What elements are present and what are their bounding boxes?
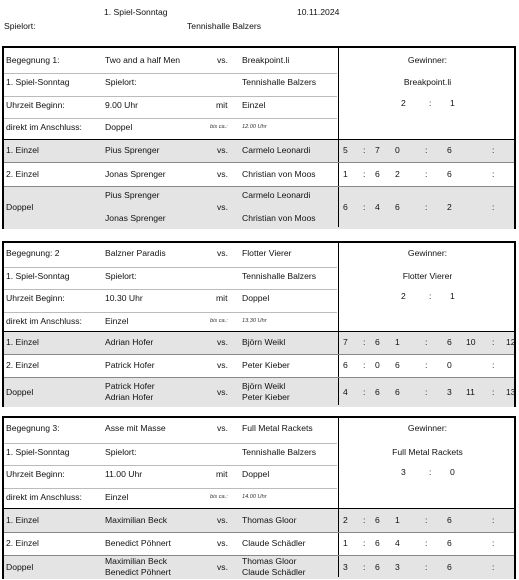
gewinner-colon: : (429, 467, 432, 477)
first-match-type: Einzel (242, 100, 266, 110)
vs-label: vs. (217, 202, 228, 212)
vs-label: vs. (217, 168, 228, 179)
set-score-away: 3 (447, 386, 452, 397)
uhrzeit-value: 10.30 Uhr (105, 293, 143, 303)
home-player: Patrick Hofer (105, 360, 155, 370)
set-colon: : (363, 145, 366, 155)
away-player: Claude Schädler (242, 566, 306, 577)
match-block (2, 416, 516, 579)
info-row-line (4, 465, 337, 466)
set-colon: : (425, 202, 428, 212)
set-score-home: 1 (343, 168, 348, 179)
set-colon: : (425, 538, 428, 548)
set-colon: : (492, 337, 495, 347)
info-row-line (4, 118, 337, 119)
home-team: Balzner Paradis (105, 248, 166, 258)
set-colon: : (425, 514, 428, 525)
set-colon: : (425, 360, 428, 370)
set-score-home: 7 (343, 337, 348, 347)
away-player: Thomas Gloor (242, 556, 297, 566)
header-spielort-label: Spielort: (4, 21, 36, 31)
gewinner-team: Flotter Vierer (402, 271, 453, 281)
header-title: 1. Spiel-Sonntag (104, 7, 168, 17)
gewinner-home-score: 2 (401, 98, 406, 108)
spielort-value: Tennishalle Balzers (242, 271, 317, 281)
set-colon: : (492, 145, 495, 155)
second-match-type: Einzel (105, 492, 129, 502)
set-colon: : (363, 538, 366, 548)
away-team: Full Metal Rackets (242, 423, 313, 433)
mit-label: mit (216, 469, 228, 479)
gewinner-home-score: 3 (401, 467, 406, 477)
first-match-type: Doppel (242, 293, 270, 303)
home-player: Benedict Pöhnert (105, 566, 171, 577)
set-score-away: 6 (375, 337, 380, 347)
away-player: Claude Schädler (242, 538, 306, 548)
gewinner-away-score: 1 (450, 291, 455, 301)
spielort-label: Spielort: (105, 77, 137, 87)
vs-label: vs. (217, 514, 228, 525)
away-team: Flotter Vierer (242, 248, 292, 258)
set-score-home: 1 (343, 538, 348, 548)
set-score-home: 3 (395, 561, 400, 572)
set-score-home: 6 (343, 360, 348, 370)
set-score-home: 6 (395, 360, 400, 370)
uhrzeit-value: 11.00 Uhr (105, 469, 143, 479)
gewinner-label: Gewinner: (407, 248, 448, 258)
begegnung-label: Begegnung 3: (6, 423, 60, 433)
set-score-home: 2 (395, 168, 400, 179)
vs-label: vs. (217, 538, 228, 548)
away-team: Breakpoint.li (242, 55, 290, 65)
home-team: Two and a half Men (105, 55, 181, 65)
gewinner-team: Breakpoint.li (403, 77, 452, 87)
set-colon: : (363, 360, 366, 370)
set-score-home: 6 (343, 202, 348, 212)
set-colon: : (363, 168, 366, 179)
gewinner-label: Gewinner: (407, 423, 448, 433)
set-colon: : (363, 514, 366, 525)
set-score-away: 6 (375, 514, 380, 525)
spielort-label: Spielort: (105, 447, 137, 457)
home-player: Pius Sprenger (105, 145, 160, 155)
home-player: Maximilian Beck (105, 514, 168, 525)
set-colon: : (492, 514, 495, 525)
set-colon: : (363, 386, 366, 397)
gewinner-colon: : (429, 98, 432, 108)
bis-value: 13.30 Uhr (242, 318, 267, 324)
gewinner-colon: : (429, 291, 432, 301)
begegnung-label: Begegnung: 2 (6, 248, 60, 258)
set-colon: : (425, 386, 428, 397)
set-score-away: 6 (447, 538, 452, 548)
set-score-home: 6 (395, 386, 400, 397)
match-label: Doppel (6, 202, 34, 212)
set-score-away: 6 (375, 168, 380, 179)
info-row-line (4, 73, 337, 74)
away-player: Björn Weikl (242, 381, 286, 391)
set-score-away: 2 (447, 202, 452, 212)
anschluss-label: direkt im Anschluss: (6, 492, 82, 502)
begegnung-label: Begegnung 1: (6, 55, 60, 65)
set-score-away: 6 (375, 386, 380, 397)
match-label: 2. Einzel (6, 168, 39, 179)
set-score-away: 7 (375, 145, 380, 155)
set-colon: : (425, 168, 428, 179)
set-score-away: 6 (447, 145, 452, 155)
home-player: Jonas Sprenger (105, 213, 166, 223)
away-player: Thomas Gloor (242, 514, 297, 525)
header-date: 10.11.2024 (297, 7, 340, 17)
home-player: Benedict Pöhnert (105, 538, 171, 548)
vs-label: vs. (217, 55, 228, 65)
home-player: Maximilian Beck (105, 556, 168, 566)
match-block (2, 46, 516, 229)
info-row-line (4, 289, 337, 290)
home-player: Jonas Sprenger (105, 168, 166, 179)
vs-label: vs. (217, 386, 228, 397)
set-score-away: 6 (447, 561, 452, 572)
info-row-line (4, 488, 337, 489)
info-row-line (4, 443, 337, 444)
sonntag-label: 1. Spiel-Sonntag (6, 77, 70, 87)
match-label: 1. Einzel (6, 145, 39, 155)
gewinner-team: Full Metal Rackets (392, 447, 463, 457)
bis-value: 12.00 Uhr (242, 124, 267, 130)
set-colon: : (492, 168, 495, 179)
match-label: 1. Einzel (6, 514, 39, 525)
second-match-type: Einzel (105, 316, 129, 326)
set-colon: : (492, 538, 495, 548)
set-score-away: 6 (375, 538, 380, 548)
uhrzeit-label: Uhrzeit Beginn: (6, 100, 65, 110)
home-player: Pius Sprenger (105, 190, 160, 200)
gewinner-away-score: 0 (450, 467, 455, 477)
set-score-home: 4 (395, 538, 400, 548)
match-label: 1. Einzel (6, 337, 39, 347)
home-player: Patrick Hofer (105, 381, 155, 391)
away-player: Peter Kieber (242, 360, 290, 370)
set-colon: : (363, 337, 366, 347)
set-score-away: 0 (375, 360, 380, 370)
vs-label: vs. (217, 145, 228, 155)
set-colon: : (492, 360, 495, 370)
mit-label: mit (216, 100, 228, 110)
set-score-away: 6 (447, 514, 452, 525)
set-score-home: 10 (466, 337, 476, 347)
away-player: Björn Weikl (242, 337, 286, 347)
match-label: Doppel (6, 561, 34, 572)
away-player: Christian von Moos (242, 168, 316, 179)
home-player: Adrian Hofer (105, 337, 154, 347)
sonntag-label: 1. Spiel-Sonntag (6, 271, 70, 281)
info-row-line (4, 267, 337, 268)
bis-label: bis ca.: (210, 124, 228, 130)
set-score-away: 6 (447, 337, 452, 347)
gewinner-away-score: 1 (450, 98, 455, 108)
home-team: Asse mit Masse (105, 423, 166, 433)
set-score-away: 0 (447, 360, 452, 370)
set-score-home: 5 (343, 145, 348, 155)
vs-label: vs. (217, 337, 228, 347)
set-colon: : (363, 561, 366, 572)
spielort-value: Tennishalle Balzers (242, 77, 317, 87)
mit-label: mit (216, 293, 228, 303)
set-colon: : (492, 386, 495, 397)
set-score-away: 4 (375, 202, 380, 212)
away-player: Carmelo Leonardi (242, 190, 311, 200)
gewinner-label: Gewinner: (407, 55, 448, 65)
vs-label: vs. (217, 423, 228, 433)
set-colon: : (492, 202, 495, 212)
first-match-type: Doppel (242, 469, 270, 479)
home-player: Adrian Hofer (105, 391, 154, 402)
bis-label: bis ca.: (210, 494, 228, 500)
uhrzeit-value: 9.00 Uhr (105, 100, 138, 110)
header-spielort: Tennishalle Balzers (187, 21, 262, 31)
info-row-line (4, 96, 337, 97)
set-score-home: 2 (343, 514, 348, 525)
bis-label: bis ca.: (210, 318, 228, 324)
info-row-line (4, 312, 337, 313)
vs-label: vs. (217, 248, 228, 258)
set-colon: : (492, 561, 495, 572)
set-colon: : (425, 561, 428, 572)
uhrzeit-label: Uhrzeit Beginn: (6, 293, 65, 303)
set-score-home: 4 (343, 386, 348, 397)
away-player: Christian von Moos (242, 213, 316, 223)
set-score-away: 13 (506, 386, 516, 397)
match-label: Doppel (6, 386, 34, 397)
match-label: 2. Einzel (6, 360, 39, 370)
away-player: Peter Kieber (242, 391, 290, 402)
set-score-home: 11 (466, 386, 475, 397)
set-colon: : (363, 202, 366, 212)
bis-value: 14.00 Uhr (242, 494, 267, 500)
set-score-home: 3 (343, 561, 348, 572)
spielort-value: Tennishalle Balzers (242, 447, 317, 457)
vs-label: vs. (217, 360, 228, 370)
match-label: 2. Einzel (6, 538, 39, 548)
set-score-home: 6 (395, 202, 400, 212)
gewinner-home-score: 2 (401, 291, 406, 301)
set-score-home: 0 (395, 145, 400, 155)
sonntag-label: 1. Spiel-Sonntag (6, 447, 70, 457)
set-score-away: 6 (375, 561, 380, 572)
anschluss-label: direkt im Anschluss: (6, 316, 82, 326)
anschluss-label: direkt im Anschluss: (6, 122, 82, 132)
vs-label: vs. (217, 561, 228, 572)
away-player: Carmelo Leonardi (242, 145, 311, 155)
set-score-away: 12 (506, 337, 516, 347)
match-block (2, 241, 516, 407)
uhrzeit-label: Uhrzeit Beginn: (6, 469, 65, 479)
set-score-away: 6 (447, 168, 452, 179)
second-match-type: Doppel (105, 122, 133, 132)
set-colon: : (425, 145, 428, 155)
set-score-home: 1 (395, 337, 400, 347)
spielort-label: Spielort: (105, 271, 137, 281)
set-colon: : (425, 337, 428, 347)
set-score-home: 1 (395, 514, 400, 525)
